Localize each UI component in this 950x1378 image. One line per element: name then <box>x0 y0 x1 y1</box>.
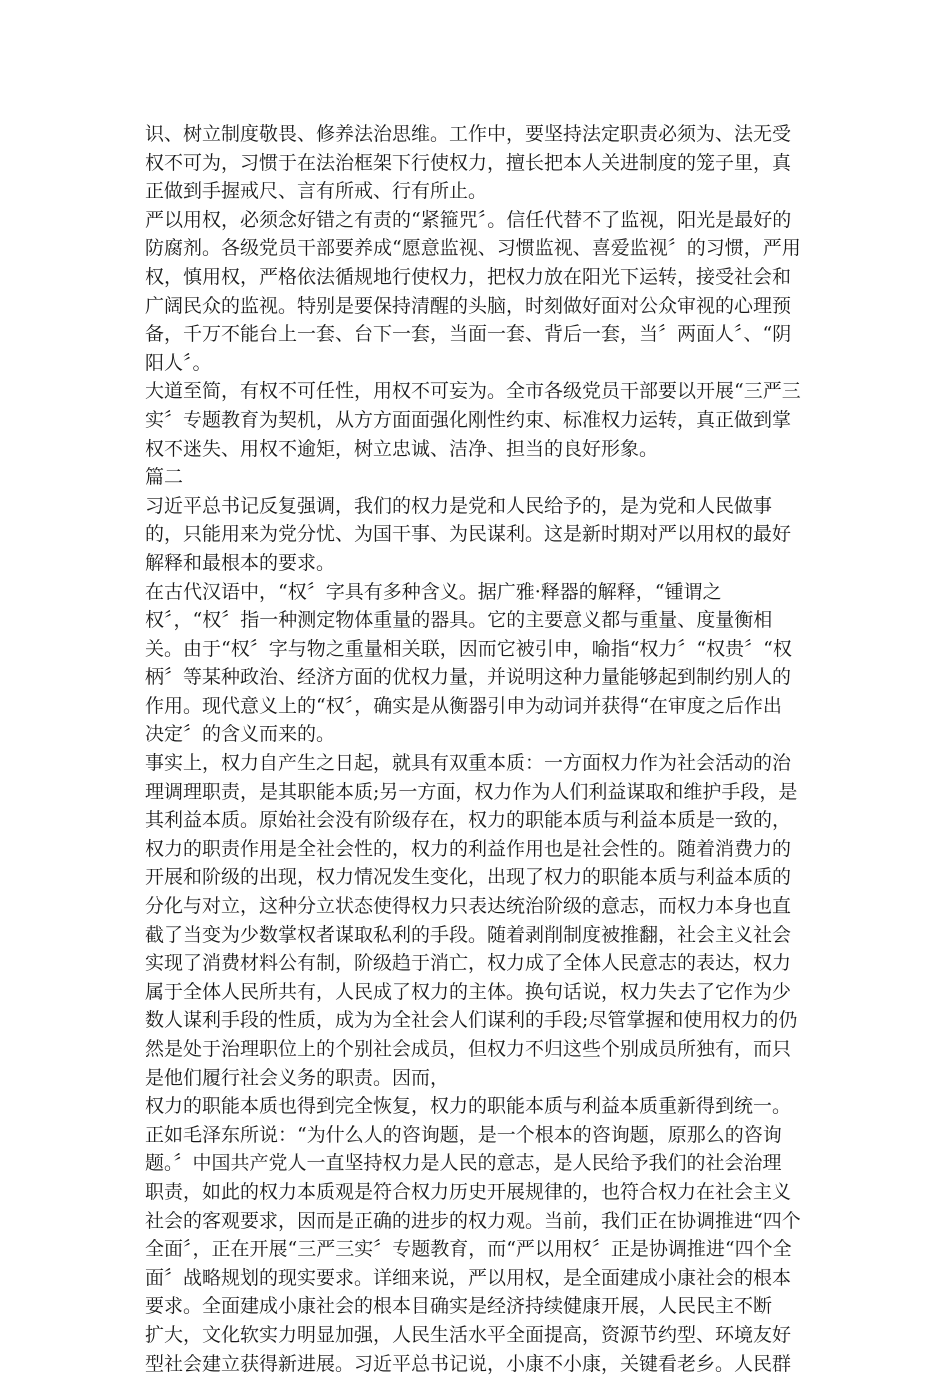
text-line: 权〞，“权〞指一种测定物体重量的器具。它的主要意义都与重量、度量衡相 <box>145 609 773 632</box>
text-line: 正做到手握戒尺、言有所戒、行有所止。 <box>145 180 488 203</box>
text-line: 要求。全面建成小康社会的根本目确实是经济持续健康开展，人民民主不断 <box>145 1295 773 1318</box>
text-line: 全面〞，正在开展“三严三实〞专题教育，而“严以用权〞正是协调推进“四个全 <box>145 1238 792 1261</box>
text-line: 权不可为，习惯于在法治框架下行使权力，擅长把本人关进制度的笼子里，真 <box>145 151 792 174</box>
text-line: 作用。现代意义上的“权〞，确实是从衡器引申为动词并获得“在审度之后作出 <box>145 694 782 717</box>
text-line: 社会的客观要求，因而是正确的进步的权力观。当前，我们正在协调推进“四个 <box>145 1209 801 1232</box>
text-line: 正如毛泽东所说：“为什么人的咨询题，是一个根本的咨询题，原那么的咨询 <box>145 1123 782 1146</box>
text-line: 事实上，权力自产生之日起，就具有双重本质：一方面权力作为社会活动的治 <box>145 752 792 775</box>
text-line: 开展和阶级的出现，权力情况发生变化，出现了权力的职能本质与利益本质的 <box>145 866 792 889</box>
text-line: 篇二 <box>145 466 184 489</box>
text-line: 备，千万不能台上一套、台下一套，当面一套、背后一套，当〞两面人〞、“阴 <box>145 323 792 346</box>
text-line: 大道至简，有权不可任性，用权不可妄为。全市各级党员干部要以开展“三严三 <box>145 380 801 403</box>
text-line: 题。〞中国共产党人一直坚持权力是人民的意志，是人民给予我们的社会治理 <box>145 1152 782 1175</box>
text-line: 然是处于治理职位上的个别社会成员，但权力不归这些个别成员所独有，而只 <box>145 1038 792 1060</box>
text-line: 实〞专题教育为契机，从方方面面强化刚性约束、标准权力运转，真正做到掌 <box>145 408 792 431</box>
text-line: 关。由于“权〞字与物之重量相关联，因而它被引申，喻指“权力〞“权贵〞“权 <box>145 637 792 660</box>
text-line: 阳人〞。 <box>145 351 212 374</box>
text-line: 属于全体人民所共有，人民成了权力的主体。换句话说，权力失去了它作为少 <box>145 980 792 1003</box>
text-line: 面〞战略规划的现实要求。详细来说，严以用权，是全面建成小康社会的根本 <box>145 1266 792 1289</box>
text-line: 在古代汉语中，“权〞字具有多种含义。据广雅·释器的解释，“锺谓之 <box>145 580 722 603</box>
text-line: 防腐剂。各级党员干部要养成“愿意监视、习惯监视、喜爱监视〞的习惯，严用 <box>145 237 801 260</box>
text-line: 权力的职责作用是全社会性的，权力的利益作用也是社会性的。随着消费力的 <box>145 837 792 860</box>
text-line: 习近平总书记反复强调，我们的权力是党和人民给予的，是为党和人民做事 <box>145 494 773 517</box>
text-line: 实现了消费材料公有制，阶级趋于消亡，权力成了全体人民意志的表达，权力 <box>145 952 792 975</box>
text-line: 权，慎用权，严格依法循规地行使权力，把权力放在阳光下运转，接受社会和 <box>145 265 792 288</box>
text-line: 严以用权，必须念好错之有责的“紧箍咒〞。信任代替不了监视，阳光是最好的 <box>145 208 792 231</box>
text-line: 权不迷失、用权不逾矩，树立忠诚、洁净、担当的良好形象。 <box>145 437 659 460</box>
text-line: 职责，如此的权力本质观是符合权力历史开展规律的，也符合权力在社会主义 <box>145 1180 792 1203</box>
text-line: 权力的职能本质也得到完全恢复，权力的职能本质与利益本质重新得到统一。 <box>145 1095 792 1118</box>
text-line: 分化与对立，这种分立状态使得权力只表达统治阶级的意志，而权力本身也直 <box>145 895 792 918</box>
text-line: 广阔民众的监视。特别是要保持清醒的头脑，时刻做好面对公众审视的心理预 <box>145 294 792 317</box>
document-body <box>145 120 810 1378</box>
text-line: 是他们履行社会义务的职责。因而， <box>145 1066 450 1089</box>
text-line: 扩大，文化软实力明显加强，人民生活水平全面提高，资源节约型、环境友好 <box>145 1323 792 1346</box>
text-line: 理调理职责，是其职能本质;另一方面，权力作为人们利益谋取和维护手段，是 <box>145 780 798 803</box>
text-line: 识、树立制度敬畏、修养法治思维。工作中，要坚持法定职责必须为、法无受 <box>145 123 792 145</box>
text-line: 决定〞的含义而来的。 <box>145 723 336 746</box>
text-line: 截了当变为少数掌权者谋取私利的手段。随着剥削制度被推翻，社会主义社会 <box>145 923 792 946</box>
text-line: 解释和最根本的要求。 <box>145 551 336 574</box>
text-line: 的，只能用来为党分忧、为国干事、为民谋利。这是新时期对严以用权的最好 <box>145 523 792 546</box>
text-line: 型社会建立获得新进展。习近平总书记说，小康不小康，关键看老乡。人民群 <box>145 1352 792 1375</box>
text-line: 数人谋利手段的性质，成为为全社会人们谋利的手段;尽管掌握和使用权力的仍 <box>145 1009 798 1032</box>
text-line: 柄〞等某种政治、经济方面的优权力量，并说明这种力量能够起到制约别人的 <box>145 666 792 689</box>
text-line: 其利益本质。原始社会没有阶级存在，权力的职能本质与利益本质是一致的， <box>145 809 792 832</box>
